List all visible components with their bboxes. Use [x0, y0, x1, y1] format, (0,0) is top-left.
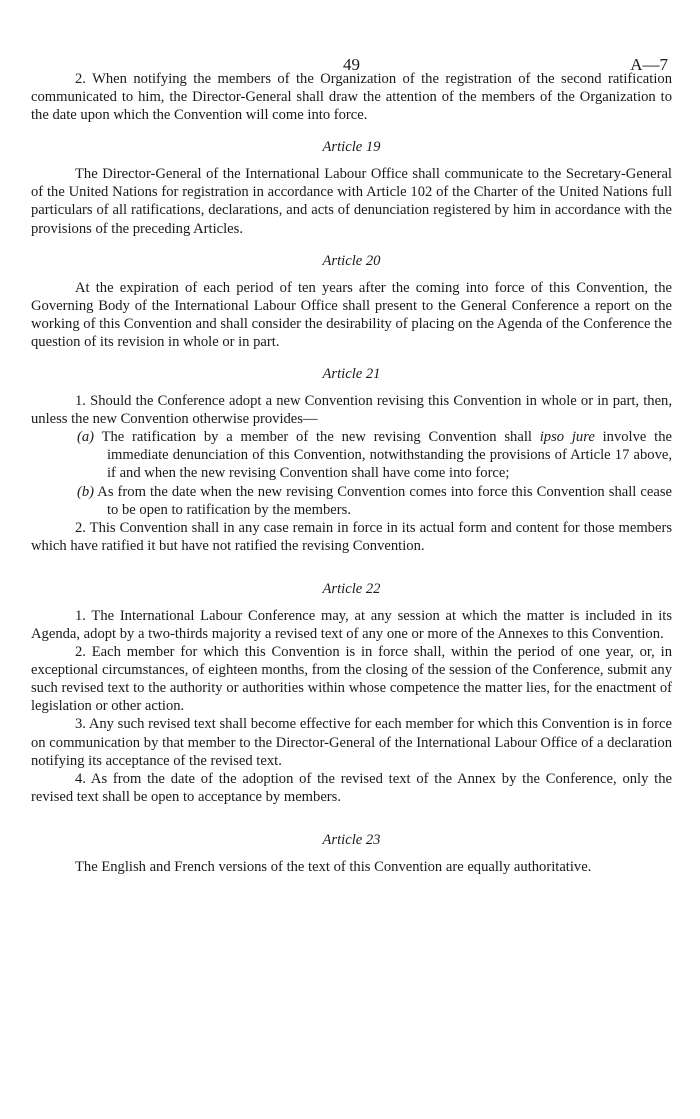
article-22-paragraph-3: 3. Any such revised text shall become effective for each member for which this Convention is in force on communication by that member to the Director-General of the International Labour Office of a declaration notifying its acceptance of the revised text.: [31, 716, 672, 769]
article-22-paragraph-2: 2. Each member for which this Convention is in force shall, within the period of one year, or, in exceptional circumstances, of eighteen months, from the closing of the session of the Conference, submit any such revised text to the authority or authorities within whose competence the matter lies, for the enactment of legislation or other action.: [31, 644, 672, 715]
page-number: 49: [343, 55, 360, 74]
intro-paragraph-2: 2. When notifying the members of the Organization of the registration of the second ratification communicated to him, the Director-General shall draw the attention of the members of the Organization to the date upon which the Convention will come into force.: [31, 71, 672, 124]
article-20-paragraph: At the expiration of each period of ten years after the coming into force of this Convention, the Governing Body of the International Labour Office shall present to the General Conference a report on the working of this Convention and shall consider the desirability of placing on the Agenda of the Conference the question of its revision in whole or in part.: [31, 279, 672, 350]
page-code: A—7: [630, 55, 668, 74]
clause-a-label: (a): [77, 429, 95, 446]
article-22-heading: Article 22: [322, 580, 381, 597]
page-header: [31, 0, 672, 74]
article-20-heading: Article 20: [322, 252, 381, 269]
article-23-paragraph: The English and French versions of the text of this Convention are equally authoritative.: [75, 858, 592, 875]
article-21-heading: Article 21: [322, 366, 381, 383]
clause-b-label: (b): [77, 483, 95, 500]
article-21-paragraph-2: 2. This Convention shall in any case remain in force in its actual form and content for those members which have ratified it but have not ratified the revising Convention.: [31, 519, 672, 554]
article-23-heading: Article 23: [322, 831, 381, 848]
clause-a-italic-term: ipso jure: [539, 429, 595, 446]
article-19-paragraph: The Director-General of the International Labour Office shall communicate to the Secretary-General of the United Nations for registration in accordance with Article 102 of the Charter of the United Nations full particulars of all ratifications, declarations, and acts of denunciation registered by him in accordance with the provisions of the preceding Articles.: [31, 166, 672, 237]
article-21-clause-b: [31, 483, 672, 519]
article-21-clause-a: [31, 428, 672, 482]
clause-a-text-after: involve the immediate denunciation of this Convention, notwithstanding the provisions of Article 17 above, if and when the new revising Convention shall have come into force;: [107, 429, 672, 482]
clause-a-text-before: The ratification by a member of the new revising Convention shall: [101, 429, 532, 446]
clause-b-text: As from the date when the new revising Convention comes into force this Convention shall cease to be open to ratification by the members.: [97, 483, 672, 518]
article-22-paragraph-4: 4. As from the date of the adoption of the revised text of the Annex by the Conference, only the revised text shall be open to acceptance by members.: [31, 770, 672, 805]
article-21-paragraph-1: 1. Should the Conference adopt a new Convention revising this Convention in whole or in part, then, unless the new Convention otherwise provides—: [31, 393, 672, 428]
article-19-heading: Article 19: [322, 139, 381, 156]
article-22-paragraph-1: 1. The International Labour Conference may, at any session at which the matter is included in its Agenda, adopt by a two-thirds majority a revised text of any one or more of the Annexes to this Convention.: [31, 607, 672, 642]
